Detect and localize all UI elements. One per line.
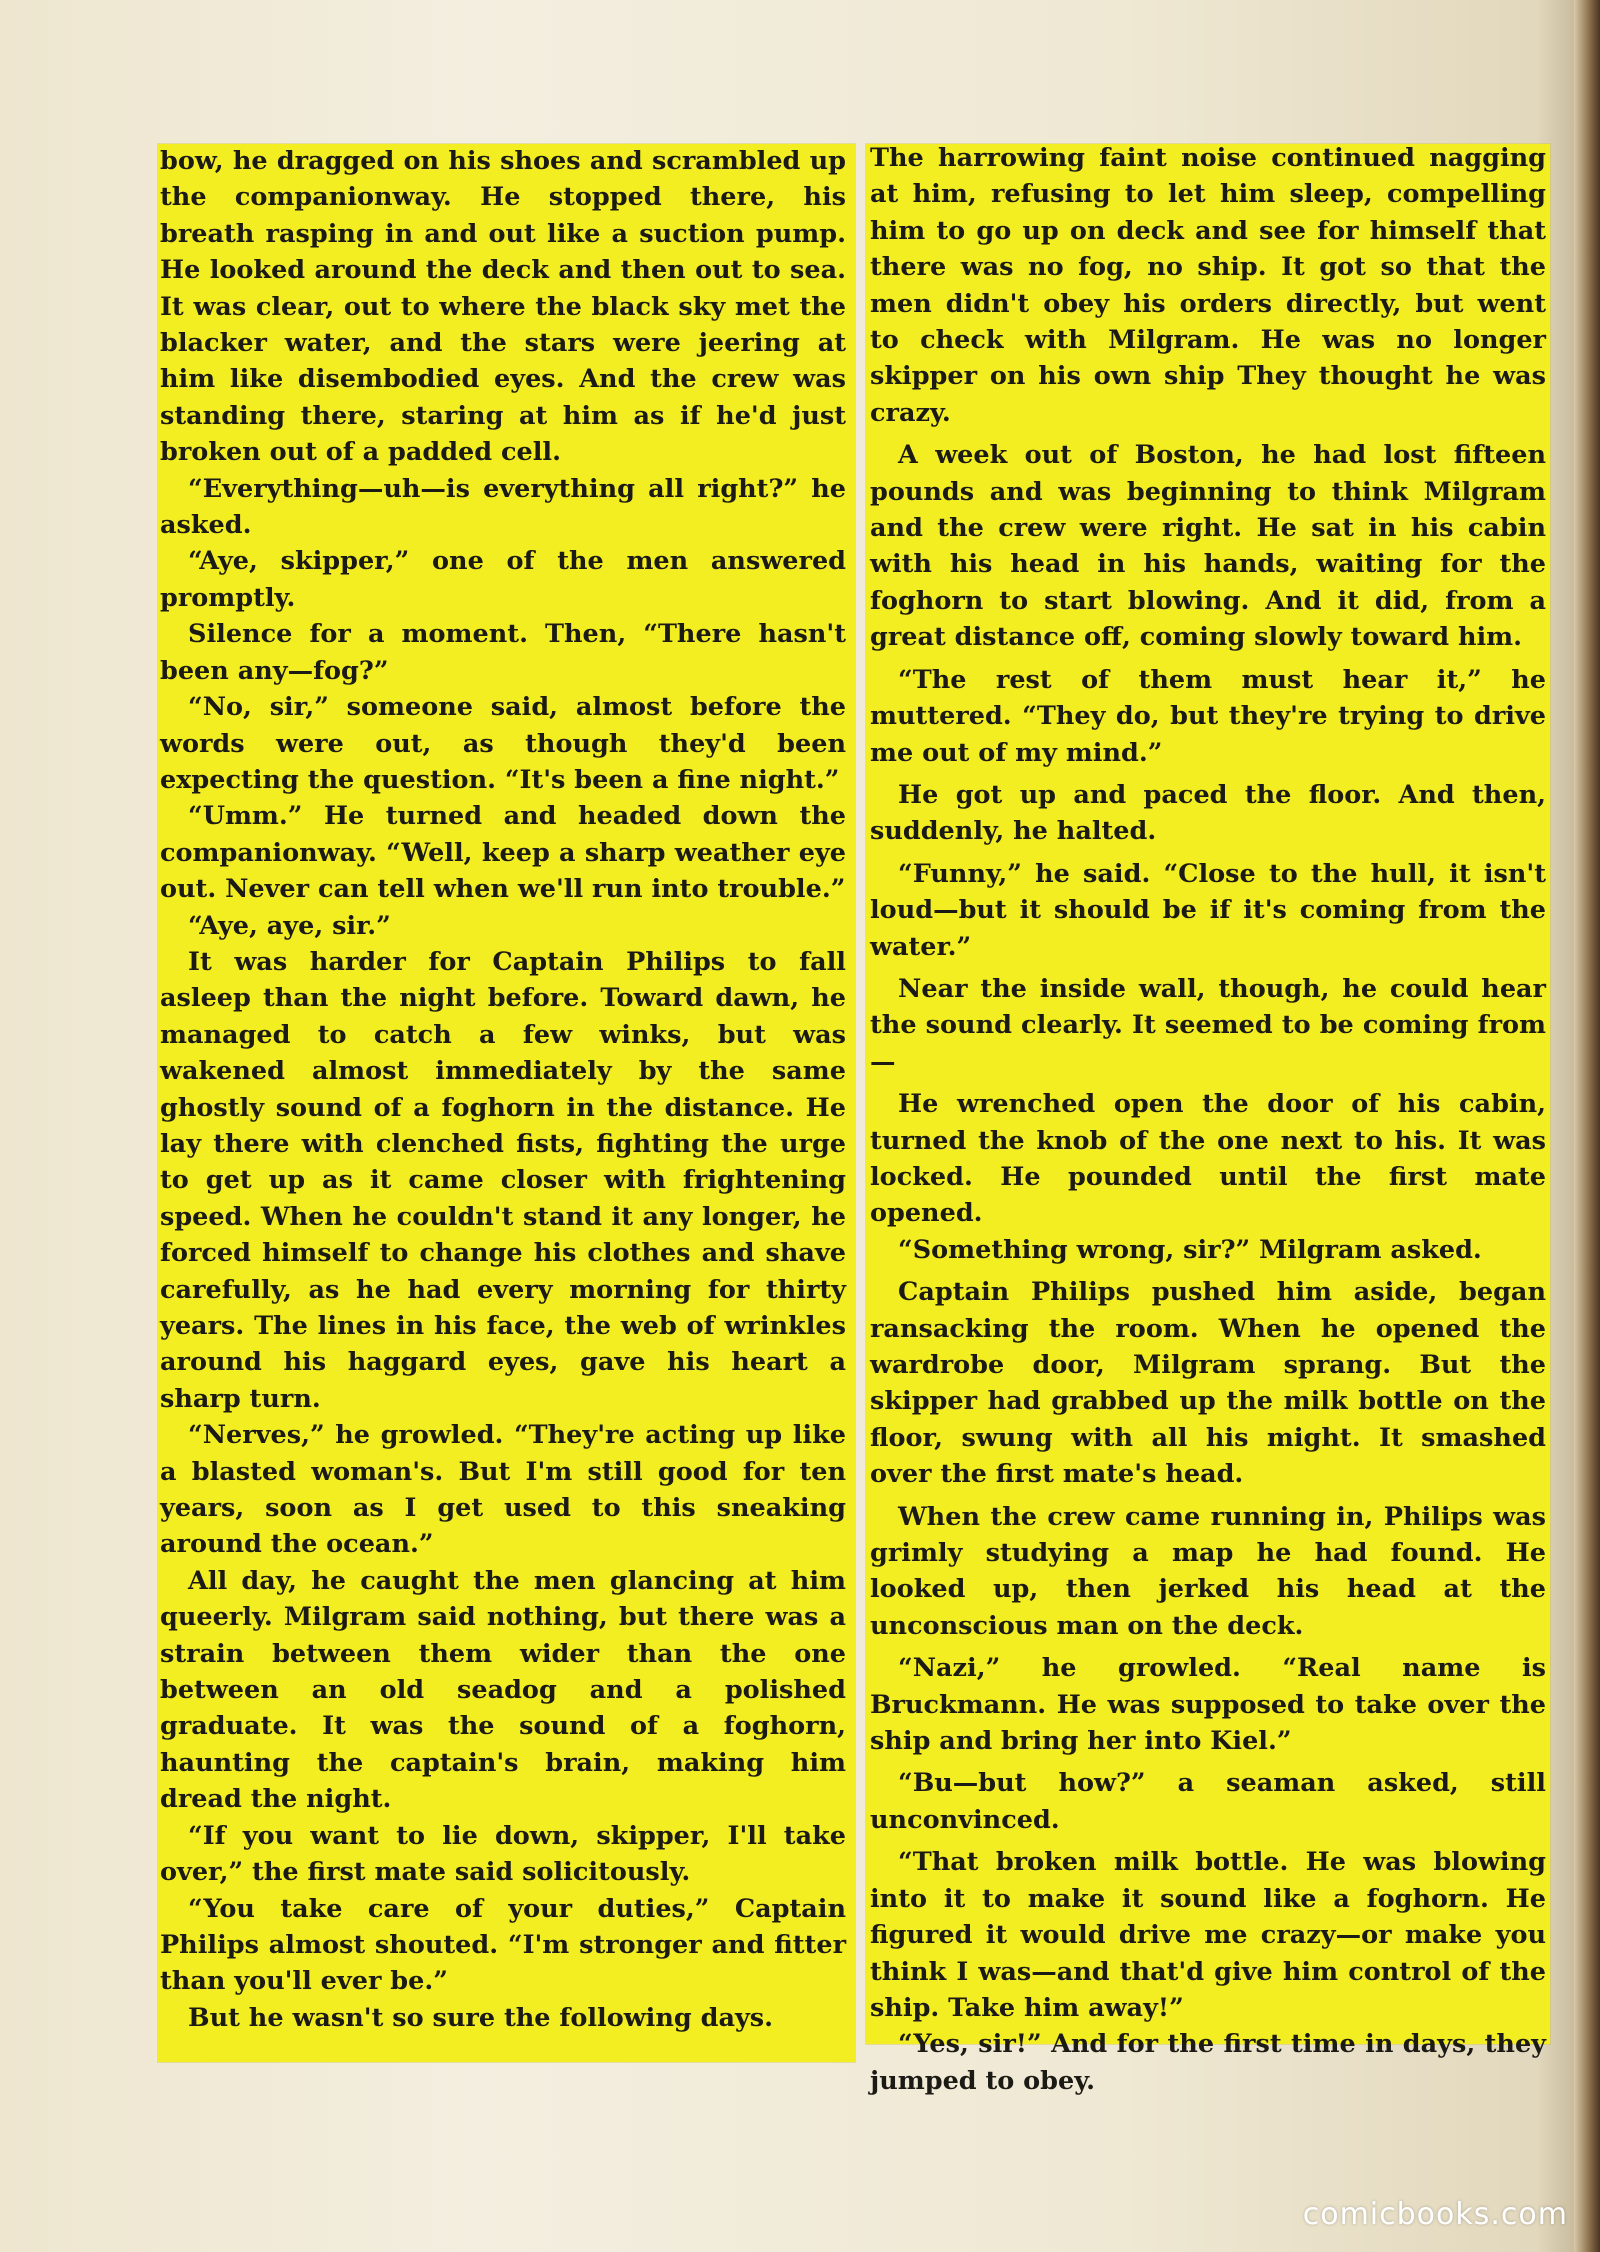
paragraph: All day, he caught the men glancing at him queerly. Milgram said nothing, but there was a strain between them wider than the one between an old seadog and a polished graduate. It was the sound of a foghorn, haunting the captain's brain, making him dread the night. xyxy=(160,1565,846,1815)
paragraph: “If you want to lie down, skipper, I'll take over,” the first mate said solicitously. xyxy=(160,1820,846,1888)
paragraph: “Bu—but how?” a seaman asked, still unconvinced. xyxy=(870,1768,1546,1835)
paragraph: “Aye, skipper,” one of the men answered promptly. xyxy=(160,546,846,613)
paragraph: “You take care of your duties,” Captain Philips almost shouted. “I'm stronger and fitter than you'll ever be.” xyxy=(160,1893,846,1997)
paragraph: He wrenched open the door of his cabin, turned the knob of the one next to his. It was locked. He pounded until the first mate opened. xyxy=(870,1089,1546,1229)
page-spine-edge xyxy=(1574,0,1600,2252)
paragraph: It was harder for Captain Philips to fall asleep than the night before. Toward dawn, he managed to catch a few winks, but was wakened almost immediately by the same ghostly sound of a foghorn in the distance. He lay there with clenched fists, fighting the urge to get up as it came closer with frightening speed. When he couldn't stand it any longer, he forced himself to change his clothes and shave carefully, as he had every morning for thirty years. The lines in his face, the web of wrinkles around his haggard eyes, gave his heart a sharp turn. xyxy=(160,946,846,1414)
paragraph: “Nerves,” he growled. “They're acting up like a blasted woman's. But I'm still good for ten years, soon as I get used to this sneaking around the ocean.” xyxy=(160,1420,846,1560)
paragraph: “That broken milk bottle. He was blowing into it to make it sound like a foghorn. He figured it would drive me crazy—or make you think I was—and that'd give him control of the ship. Take him away!” xyxy=(870,1847,1546,2023)
paragraph: He got up and paced the floor. And then, suddenly, he halted. xyxy=(870,779,1546,847)
paragraph: Near the inside wall, though, he could hear the sound clearly. It seemed to be coming from— xyxy=(870,973,1546,1077)
paragraph: “Yes, sir!” And for the first time in days, they jumped to obey. xyxy=(870,2029,1546,2096)
paragraph: “No, sir,” someone said, almost before the words were out, as though they'd been expecting the question. “It's been a fine night.” xyxy=(160,692,846,795)
paragraph: “Aye, aye, sir.” xyxy=(188,910,391,941)
left-column-text xyxy=(160,143,846,2036)
paragraph: “Umm.” He turned and headed down the companionway. “Well, keep a sharp weather eye out. Never can tell when we'll run into trouble.” xyxy=(160,801,846,905)
right-column-text xyxy=(870,140,1546,2099)
watermark: comicbooks.com xyxy=(1302,2197,1568,2232)
paragraph: “Nazi,” he growled. “Real name is Bruckmann. He was supposed to take over the ship and bring her into Kiel.” xyxy=(870,1653,1546,1757)
paragraph: The harrowing faint noise continued nagging at him, refusing to let him sleep, compelling him to go up on deck and see for himself that there was no fog, no ship. It got so that the men didn't obey his orders directly, but went to check with Milgram. He was no longer skipper on his own ship They thought he was crazy. xyxy=(870,143,1546,428)
paragraph: But he wasn't so sure the following days. xyxy=(188,2002,774,2033)
paragraph: Silence for a moment. Then, “There hasn't been any—fog?” xyxy=(160,619,846,686)
paragraph: Captain Philips pushed him aside, began ransacking the room. When he opened the wardrobe door, Milgram sprang. But the skipper had grabbed up the milk bottle on the floor, swung with all his might. It smashed over the first mate's head. xyxy=(870,1277,1546,1490)
paragraph: A week out of Boston, he had lost fifteen pounds and was beginning to think Milgram and the crew were right. He sat in his cabin with his head in his hands, waiting for the foghorn to start blowing. And it did, from a great distance off, coming slowly toward him. xyxy=(870,440,1546,653)
paragraph: bow, he dragged on his shoes and scrambled up the companionway. He stopped there, his breath rasping in and out like a suction pump. He looked around the deck and then out to sea. It was clear, out to where the black sky met the blacker water, and the stars were jeering at him like disembodied eyes. And the crew was standing there, staring at him as if he'd just broken out of a padded cell. xyxy=(160,146,846,468)
paragraph: “Something wrong, sir?” Milgram asked. xyxy=(898,1234,1482,1265)
paragraph: “The rest of them must hear it,” he muttered. “They do, but they're trying to drive me out of my mind.” xyxy=(870,664,1546,768)
paragraph: “Funny,” he said. “Close to the hull, it isn't loud—but it should be if it's coming from the water.” xyxy=(870,858,1546,962)
paragraph: When the crew came running in, Philips was grimly studying a map he had found. He looked up, then jerked his head at the unconscious man on the deck. xyxy=(870,1501,1546,1641)
paragraph: “Everything—uh—is everything all right?” he asked. xyxy=(160,473,846,541)
